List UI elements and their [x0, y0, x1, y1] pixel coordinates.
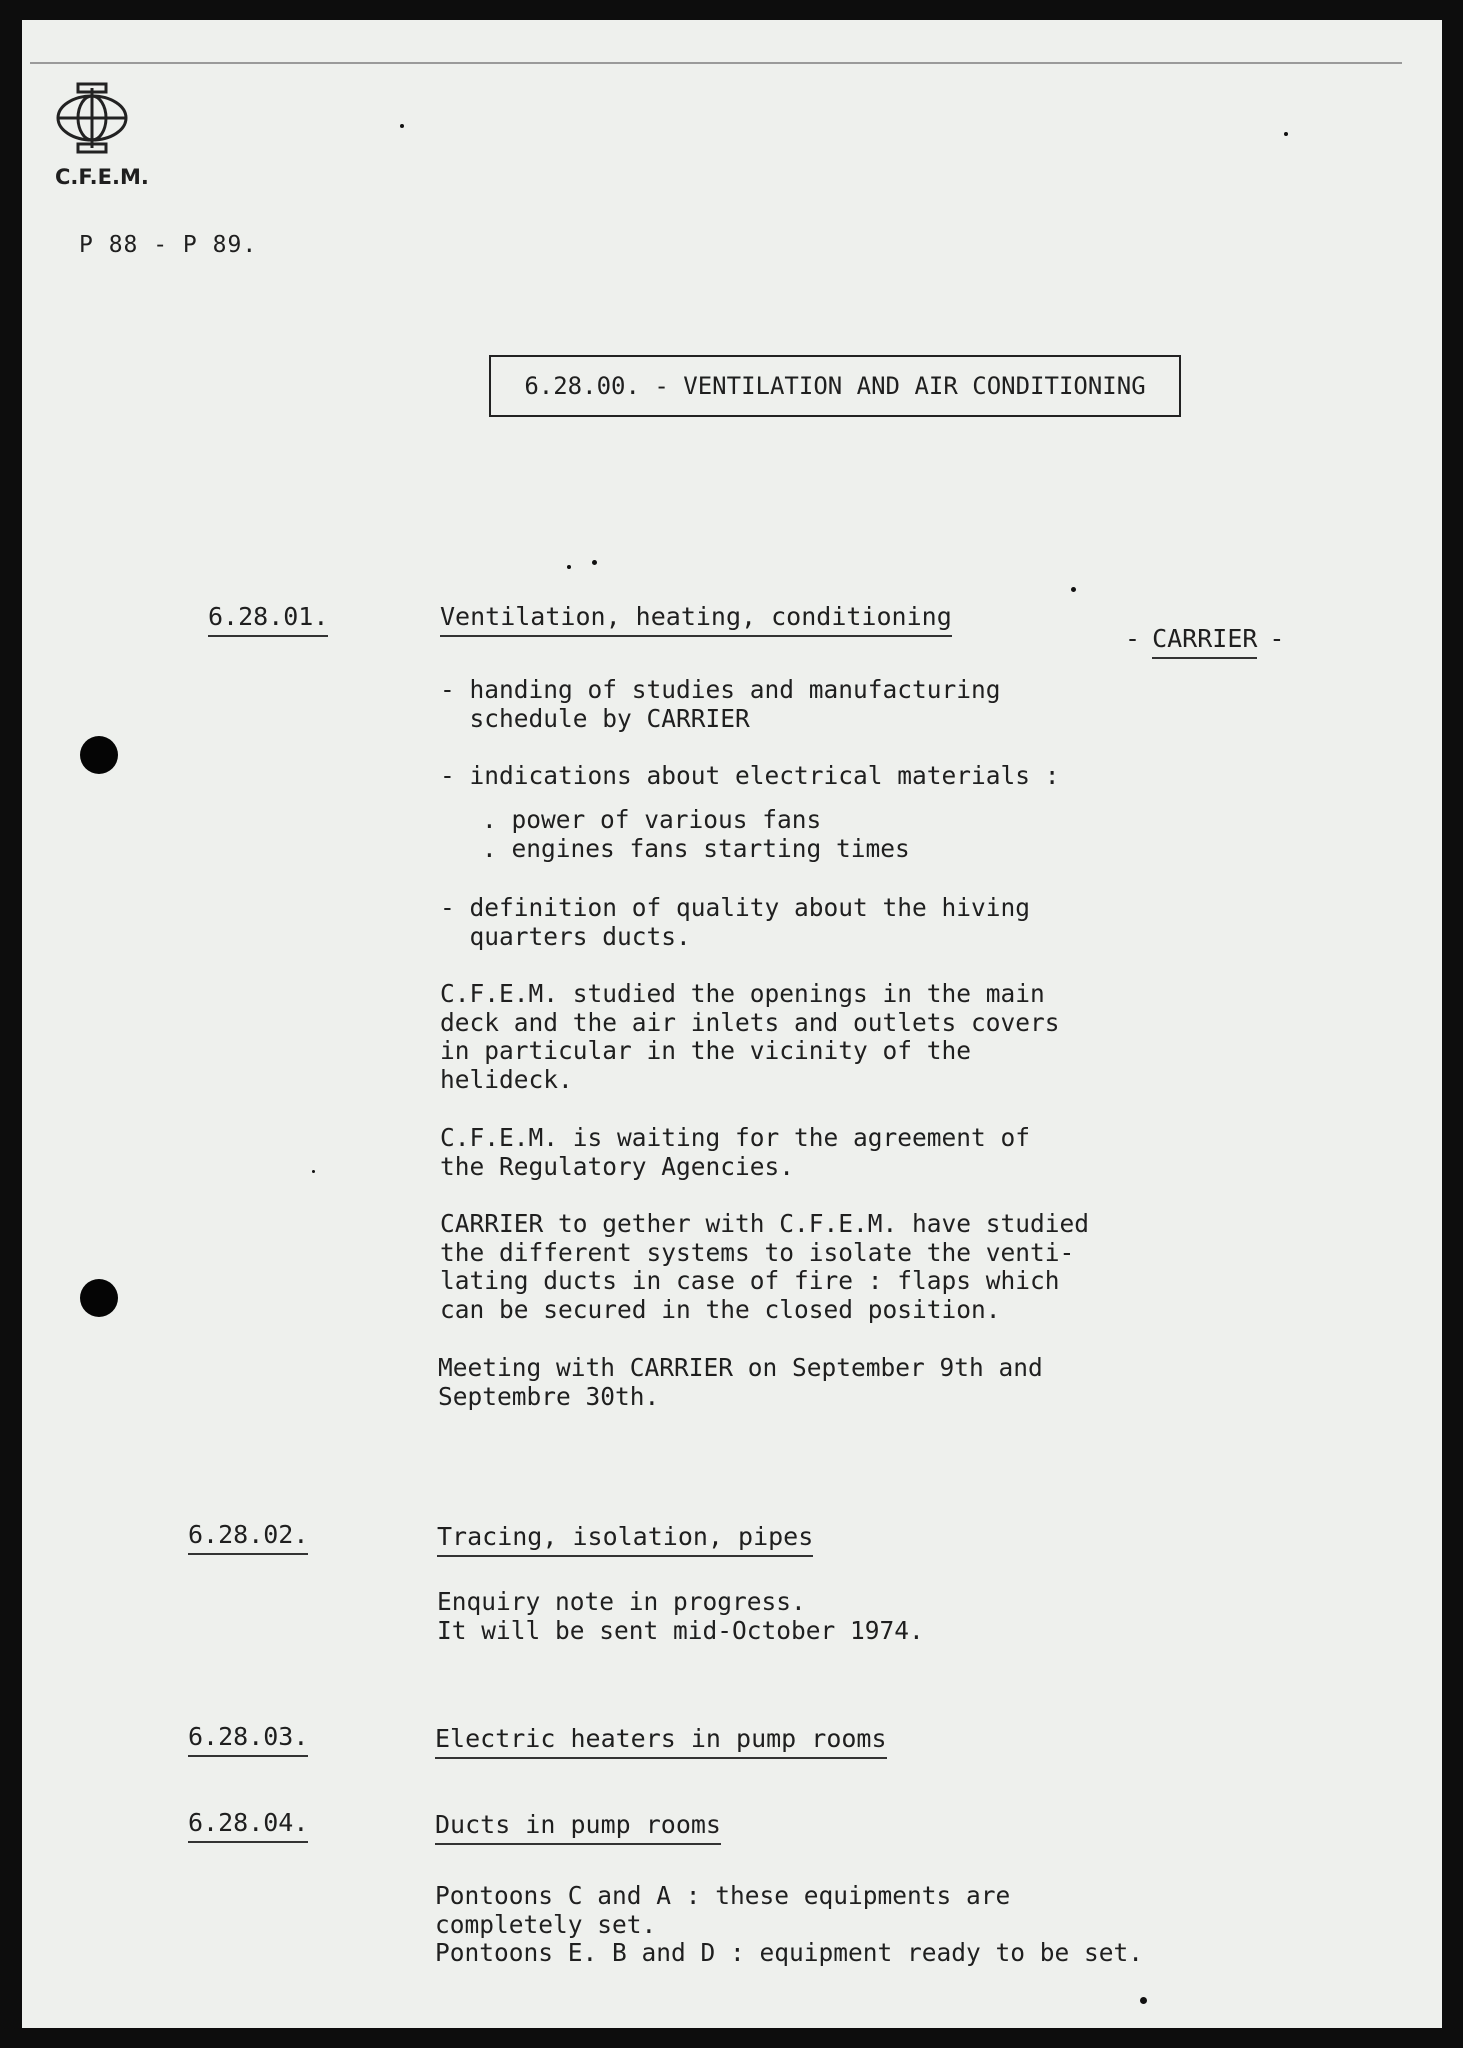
- page-reference: P 88 - P 89.: [79, 232, 258, 258]
- speck: [1071, 587, 1076, 592]
- speck: [400, 124, 404, 128]
- section-number: 6.28.01.: [208, 602, 328, 637]
- contractor-tag: [1125, 624, 1284, 659]
- paragraph: Enquiry note in progress. It will be sent mid-October 1974.: [437, 1587, 924, 1645]
- paragraph: C.F.E.M. is waiting for the agreement of the Regulatory Agencies.: [440, 1123, 1031, 1181]
- organization-name: C.F.E.M.: [55, 165, 149, 189]
- section-heading: Tracing, isolation, pipes: [437, 1522, 813, 1557]
- contractor-dash: -: [1125, 624, 1141, 653]
- section-heading: Ventilation, heating, conditioning: [440, 602, 952, 637]
- sub-list: . power of various fans . engines fans starting times: [482, 805, 910, 863]
- top-rule: [30, 62, 1402, 64]
- contractor-name: CARRIER: [1152, 624, 1257, 659]
- speck: [1284, 132, 1288, 136]
- binder-hole: [80, 1279, 118, 1317]
- cfem-logo-icon: [52, 78, 132, 158]
- section-number: 6.28.04.: [188, 1808, 308, 1843]
- speck: [567, 565, 571, 569]
- list-item: - definition of quality about the hiving quarters ducts.: [440, 893, 1031, 951]
- speck: [592, 560, 597, 565]
- speck: [312, 1170, 315, 1173]
- section-title: 6.28.00. - VENTILATION AND AIR CONDITIONING: [524, 372, 1146, 400]
- document-page: [22, 20, 1442, 2028]
- section-heading: Ducts in pump rooms: [435, 1810, 721, 1845]
- section-number: 6.28.02.: [188, 1520, 308, 1555]
- section-heading: Electric heaters in pump rooms: [435, 1724, 887, 1759]
- list-item: - indications about electrical materials :: [440, 761, 1060, 790]
- binder-hole: [80, 736, 118, 774]
- list-item: - handing of studies and manufacturing schedule by CARRIER: [440, 675, 1001, 733]
- section-number: 6.28.03.: [188, 1722, 308, 1757]
- contractor-dash: -: [1269, 624, 1285, 653]
- section-title-box: [489, 355, 1181, 417]
- paragraph: Meeting with CARRIER on September 9th and Septembre 30th.: [438, 1353, 1043, 1411]
- paragraph: CARRIER to gether with C.F.E.M. have studied the different systems to isolate the venti- lating ducts in case of fire : flaps which can be secured in the closed position.: [440, 1209, 1090, 1324]
- speck: [1140, 1997, 1147, 2004]
- paragraph: Pontoons C and A : these equipments are completely set. Pontoons E. B and D : equipment ready to be set.: [435, 1881, 1144, 1967]
- paragraph: C.F.E.M. studied the openings in the main deck and the air inlets and outlets covers in particular in the vicinity of the helideck.: [440, 979, 1060, 1094]
